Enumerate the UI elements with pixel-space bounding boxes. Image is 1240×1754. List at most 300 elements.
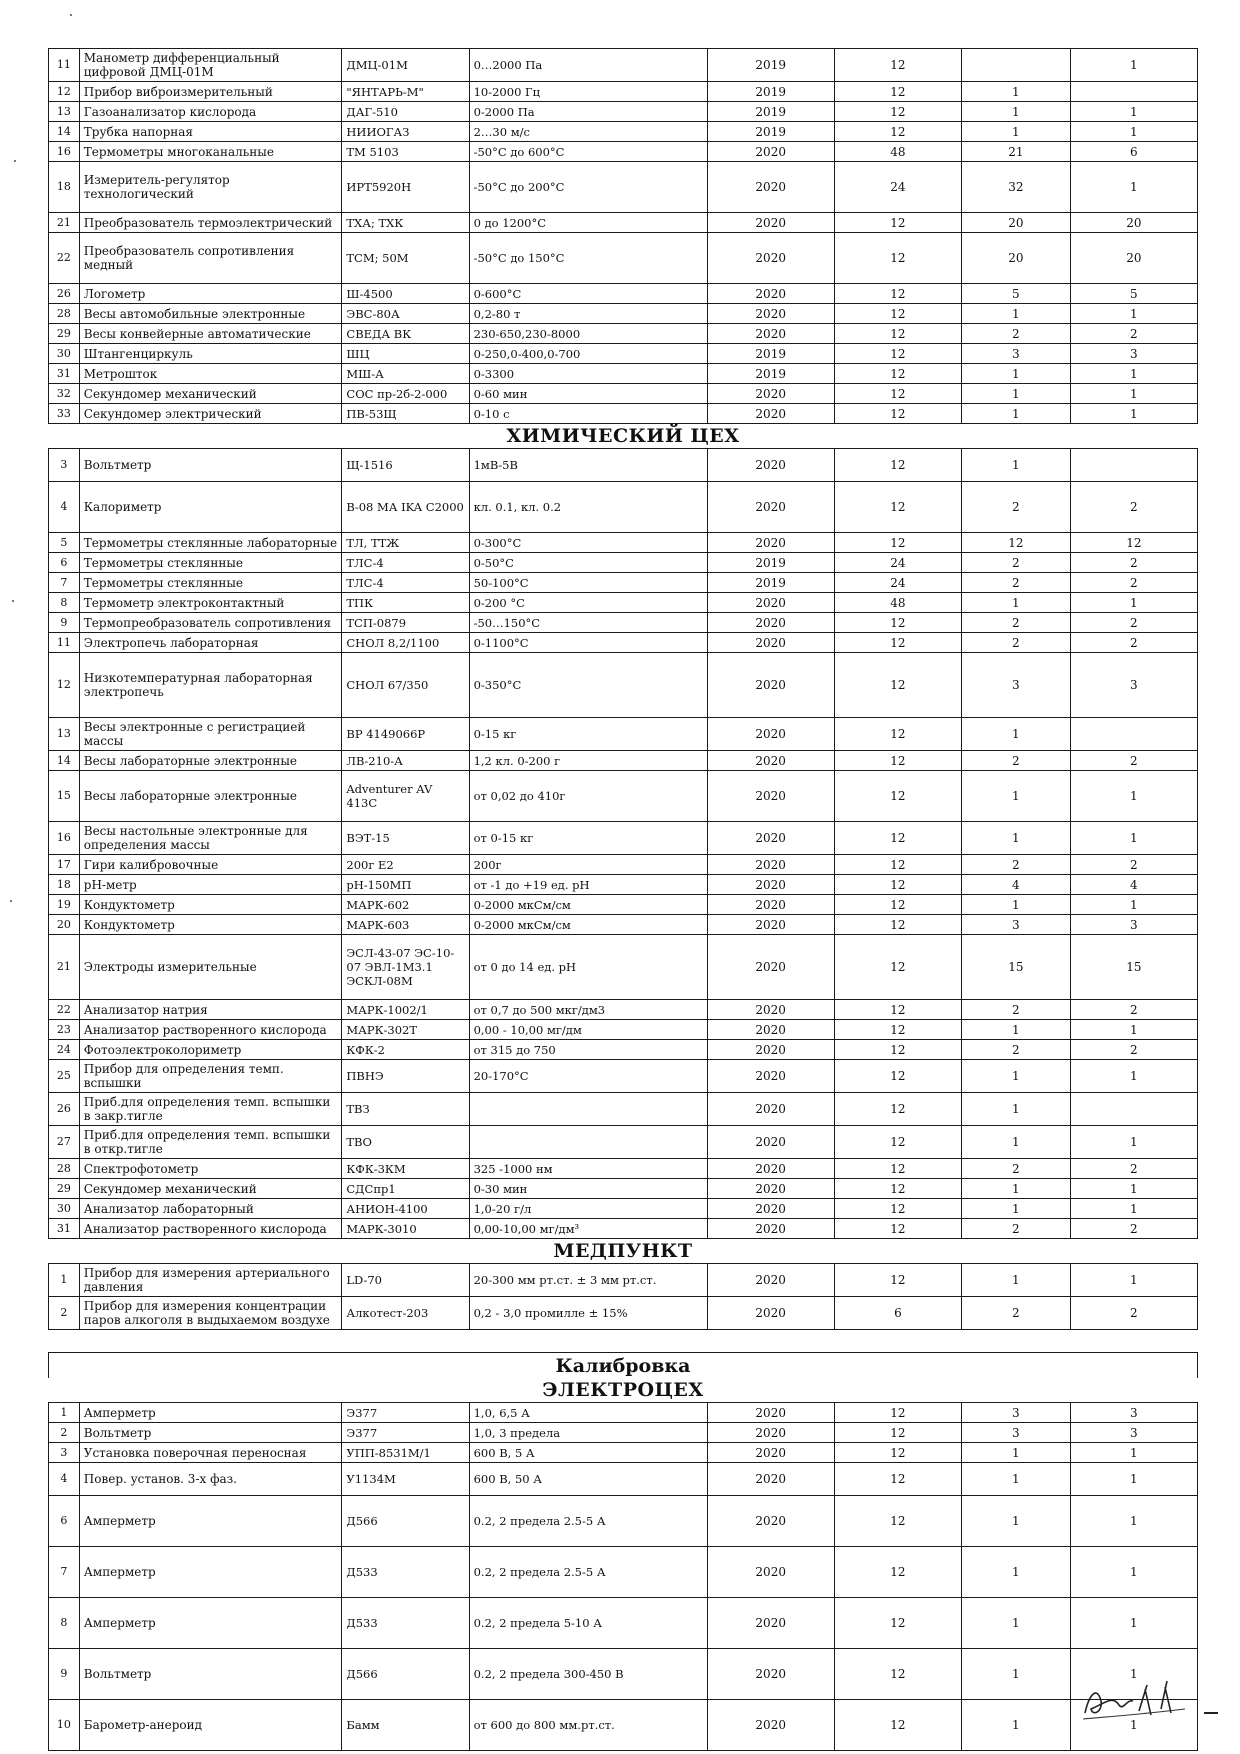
cell-year: 2020: [707, 1020, 834, 1040]
cell-period: 24: [834, 553, 961, 573]
cell-type: 200г Е2: [342, 855, 469, 875]
cell-qty: 1: [961, 593, 1070, 613]
cell-range: 0-250,0-400,0-700: [469, 344, 707, 364]
cell-name: Фотоэлектроколориметр: [79, 1040, 342, 1060]
cell-year: 2020: [707, 613, 834, 633]
cell-type: МАРК-602: [342, 895, 469, 915]
cell-extra: 2: [1070, 751, 1197, 771]
cell-name: Амперметр: [79, 1598, 342, 1649]
cell-year: 2020: [707, 1443, 834, 1463]
table-row: [49, 324, 1198, 344]
cell-range: 0-10 с: [469, 404, 707, 424]
table-row: [49, 1000, 1198, 1020]
cell-type: ТХА; ТХК: [342, 213, 469, 233]
cell-qty: 1: [961, 1199, 1070, 1219]
cell-range: -50°С до 150°С: [469, 233, 707, 284]
cell-type: ПВ-53Щ: [342, 404, 469, 424]
cell-range: кл. 0.1, кл. 0.2: [469, 482, 707, 533]
cell-year: 2020: [707, 233, 834, 284]
cell-period: 12: [834, 1199, 961, 1219]
cell-n: 13: [49, 718, 80, 751]
cell-name: Весы автомобильные электронные: [79, 304, 342, 324]
cell-year: 2020: [707, 1219, 834, 1239]
table-row: [49, 633, 1198, 653]
cell-extra: 2: [1070, 855, 1197, 875]
cell-period: 12: [834, 1403, 961, 1423]
table-row: [49, 384, 1198, 404]
cell-range: 0-600°С: [469, 284, 707, 304]
cell-n: 20: [49, 915, 80, 935]
cell-period: 6: [834, 1297, 961, 1330]
cell-year: 2019: [707, 553, 834, 573]
table-row: [49, 1297, 1198, 1330]
cell-name: Повер. установ. 3-х фаз.: [79, 1463, 342, 1496]
cell-range: 10-2000 Гц: [469, 82, 707, 102]
cell-range: 0-30 мин: [469, 1179, 707, 1199]
cell-name: Кондуктометр: [79, 895, 342, 915]
cell-name: Весы лабораторные электронные: [79, 751, 342, 771]
cell-range: 0-2000 мкСм/см: [469, 895, 707, 915]
cell-n: 31: [49, 1219, 80, 1239]
cell-extra: 1: [1070, 404, 1197, 424]
cell-range: 0-15 кг: [469, 718, 707, 751]
cell-extra: 1: [1070, 1199, 1197, 1219]
cell-qty: 1: [961, 895, 1070, 915]
cell-type: СНОЛ 8,2/1100: [342, 633, 469, 653]
cell-type: СВЕДА ВК: [342, 324, 469, 344]
cell-type: ТЛ, ТТЖ: [342, 533, 469, 553]
table-row: [49, 895, 1198, 915]
cell-qty: 15: [961, 935, 1070, 1000]
cell-n: 11: [49, 633, 80, 653]
scan-speck: [10, 900, 12, 902]
cell-qty: 1: [962, 1443, 1071, 1463]
cell-extra: [1070, 449, 1197, 482]
cell-range: 0 до 1200°С: [469, 213, 707, 233]
table-row: [49, 1159, 1198, 1179]
cell-period: 12: [834, 771, 961, 822]
cell-n: 7: [49, 573, 80, 593]
table-row: [49, 1199, 1198, 1219]
cell-year: 2019: [707, 122, 834, 142]
cell-extra: 2: [1070, 1000, 1197, 1020]
cell-extra: 1: [1070, 1020, 1197, 1040]
table-row: [49, 553, 1198, 573]
cell-range: 0-300°С: [469, 533, 707, 553]
cell-qty: 1: [961, 1126, 1070, 1159]
cell-type: ТЛС-4: [342, 553, 469, 573]
cell-range: [469, 1093, 707, 1126]
cell-year: 2020: [707, 1179, 834, 1199]
cell-type: LD-70: [342, 1264, 469, 1297]
cell-period: 24: [834, 573, 961, 593]
cell-qty: 5: [962, 284, 1071, 304]
cell-extra: 1: [1070, 1264, 1197, 1297]
cell-range: 20-170°С: [469, 1060, 707, 1093]
cell-period: 48: [834, 142, 961, 162]
cell-name: Установка поверочная переносная: [79, 1443, 342, 1463]
cell-n: 24: [49, 1040, 80, 1060]
cell-period: 12: [834, 284, 961, 304]
cell-year: 2020: [707, 404, 834, 424]
cell-n: 28: [49, 1159, 80, 1179]
cell-n: 16: [49, 822, 80, 855]
cell-extra: 1: [1070, 364, 1197, 384]
table-row: [49, 304, 1198, 324]
cell-period: 12: [834, 1496, 961, 1547]
cell-range: 0-2000 Па: [469, 102, 707, 122]
cell-year: 2020: [707, 593, 834, 613]
cell-name: Весы лабораторные электронные: [79, 771, 342, 822]
spacer: [48, 1330, 1208, 1352]
cell-period: 12: [834, 1126, 961, 1159]
cell-n: 22: [49, 1000, 80, 1020]
cell-year: 2020: [707, 1126, 834, 1159]
cell-range: 0-1100°С: [469, 633, 707, 653]
cell-year: 2020: [707, 162, 834, 213]
cell-year: 2019: [707, 102, 834, 122]
cell-extra: 2: [1070, 324, 1197, 344]
cell-period: 12: [834, 49, 961, 82]
table-row: [49, 233, 1198, 284]
cell-n: 29: [49, 1179, 80, 1199]
cell-n: 8: [49, 1598, 80, 1649]
table-row: [49, 1649, 1198, 1700]
cell-year: 2020: [707, 142, 834, 162]
cell-year: 2020: [707, 633, 834, 653]
cell-extra: 3: [1070, 344, 1197, 364]
cell-name: Приб.для определения темп. вспышки в откр.тигле: [79, 1126, 342, 1159]
cell-type: Щ-1516: [342, 449, 469, 482]
cell-type: ТСП-0879: [342, 613, 469, 633]
cell-n: 10: [49, 1700, 80, 1751]
cell-extra: 4: [1070, 875, 1197, 895]
cell-name: Термометры стеклянные лабораторные: [79, 533, 342, 553]
cell-period: 48: [834, 593, 961, 613]
cell-range: от 600 до 800 мм.рт.ст.: [469, 1700, 707, 1751]
cell-extra: 1: [1070, 1463, 1197, 1496]
table-row: [49, 162, 1198, 213]
cell-period: 12: [834, 533, 961, 553]
calibration-title: Калибровка: [48, 1352, 1198, 1378]
cell-range: 325 -1000 нм: [469, 1159, 707, 1179]
cell-range: 50-100°С: [469, 573, 707, 593]
cell-type: Д533: [342, 1598, 469, 1649]
cell-range: 0-3300: [469, 364, 707, 384]
cell-extra: 1: [1070, 122, 1197, 142]
cell-type: Ш-4500: [342, 284, 469, 304]
cell-year: 2020: [707, 771, 834, 822]
cell-name: Штангенциркуль: [79, 344, 342, 364]
cell-name: Прибор для измерения концентрации паров алкоголя в выдыхаемом воздухе: [79, 1297, 342, 1330]
cell-extra: 1: [1070, 384, 1197, 404]
cell-period: 12: [834, 613, 961, 633]
cell-extra: 2: [1070, 1219, 1197, 1239]
cell-n: 3: [49, 449, 80, 482]
cell-period: 12: [834, 822, 961, 855]
cell-period: 12: [834, 1598, 961, 1649]
cell-range: 1,0, 6,5 А: [469, 1403, 707, 1423]
instrument-table: [48, 1378, 1198, 1751]
cell-extra: 1: [1070, 593, 1197, 613]
cell-year: 2020: [707, 213, 834, 233]
cell-year: 2020: [707, 1423, 834, 1443]
cell-year: 2020: [707, 533, 834, 553]
page-edge-mark: [1204, 1712, 1218, 1714]
cell-n: 7: [49, 1547, 80, 1598]
cell-extra: 3: [1070, 1403, 1197, 1423]
cell-extra: 3: [1070, 915, 1197, 935]
cell-period: 12: [834, 102, 961, 122]
cell-type: ПВНЭ: [342, 1060, 469, 1093]
cell-year: 2020: [707, 935, 834, 1000]
cell-extra: 1: [1070, 102, 1197, 122]
table-row: [49, 1040, 1198, 1060]
cell-extra: 20: [1070, 213, 1197, 233]
cell-name: Секундомер механический: [79, 384, 342, 404]
cell-name: Преобразователь сопротивления медный: [79, 233, 342, 284]
cell-type: ТСМ; 50М: [342, 233, 469, 284]
cell-qty: 2: [961, 1219, 1070, 1239]
table-row: [49, 533, 1198, 553]
cell-name: Термопреобразователь сопротивления: [79, 613, 342, 633]
cell-range: от 0,02 до 410г: [469, 771, 707, 822]
cell-qty: 1: [961, 771, 1070, 822]
cell-period: 12: [834, 633, 961, 653]
cell-period: 12: [834, 482, 961, 533]
cell-n: 22: [49, 233, 80, 284]
cell-year: 2020: [707, 895, 834, 915]
table-row: [49, 284, 1198, 304]
cell-qty: 1: [962, 1463, 1071, 1496]
cell-type: СДСпр1: [342, 1179, 469, 1199]
table-row: [49, 1423, 1198, 1443]
cell-type: "ЯНТАРЬ-М": [342, 82, 469, 102]
cell-name: Весы конвейерные автоматические: [79, 324, 342, 344]
cell-name: Термометры многоканальные: [79, 142, 342, 162]
cell-period: 12: [834, 1423, 961, 1443]
cell-type: МАРК-3010: [342, 1219, 469, 1239]
cell-qty: 2: [961, 751, 1070, 771]
cell-n: 6: [49, 553, 80, 573]
cell-extra: 12: [1070, 533, 1197, 553]
cell-n: 5: [49, 533, 80, 553]
cell-extra: 3: [1070, 653, 1197, 718]
cell-period: 12: [834, 855, 961, 875]
cell-name: Амперметр: [79, 1496, 342, 1547]
cell-n: 23: [49, 1020, 80, 1040]
cell-name: Анализатор растворенного кислорода: [79, 1219, 342, 1239]
table-row: [49, 344, 1198, 364]
cell-range: 0.2, 2 предела 2.5-5 А: [469, 1496, 707, 1547]
cell-type: Э377: [342, 1423, 469, 1443]
cell-qty: 21: [962, 142, 1071, 162]
cell-n: 18: [49, 875, 80, 895]
cell-name: Вольтметр: [79, 449, 342, 482]
cell-name: Приб.для определения темп. вспышки в закр.тигле: [79, 1093, 342, 1126]
cell-year: 2020: [707, 304, 834, 324]
cell-name: Секундомер механический: [79, 1179, 342, 1199]
cell-qty: 1: [961, 1060, 1070, 1093]
cell-type: Д533: [342, 1547, 469, 1598]
cell-qty: 12: [961, 533, 1070, 553]
cell-type: МАРК-302Т: [342, 1020, 469, 1040]
cell-extra: 2: [1070, 633, 1197, 653]
cell-year: 2020: [707, 1159, 834, 1179]
cell-extra: 1: [1070, 162, 1197, 213]
cell-extra: 6: [1070, 142, 1197, 162]
cell-extra: 2: [1070, 1159, 1197, 1179]
table-row: [49, 122, 1198, 142]
cell-range: 0-2000 мкСм/см: [469, 915, 707, 935]
cell-extra: 1: [1070, 822, 1197, 855]
cell-year: 2020: [707, 1598, 834, 1649]
cell-period: 12: [834, 384, 961, 404]
cell-qty: 4: [961, 875, 1070, 895]
cell-period: 12: [834, 213, 961, 233]
cell-year: 2020: [707, 855, 834, 875]
signature-icon: [1075, 1665, 1195, 1725]
cell-qty: 2: [961, 1297, 1070, 1330]
cell-period: 12: [834, 1264, 961, 1297]
cell-type: ЭВС-80А: [342, 304, 469, 324]
cell-extra: 2: [1070, 1297, 1197, 1330]
cell-type: ТВЗ: [342, 1093, 469, 1126]
cell-name: Газоанализатор кислорода: [79, 102, 342, 122]
cell-period: 12: [834, 304, 961, 324]
cell-qty: 20: [962, 213, 1071, 233]
cell-qty: 1: [962, 1547, 1071, 1598]
cell-type: ВЭТ-15: [342, 822, 469, 855]
cell-type: ЭСЛ-43-07 ЭС-10-07 ЭВЛ-1М3.1 ЭСКЛ-08М: [342, 935, 469, 1000]
cell-period: 12: [834, 1700, 961, 1751]
cell-qty: 1: [962, 82, 1071, 102]
cell-n: 15: [49, 771, 80, 822]
cell-name: Спектрофотометр: [79, 1159, 342, 1179]
cell-period: 12: [834, 122, 961, 142]
cell-range: [469, 1126, 707, 1159]
instrument-table: [48, 48, 1198, 424]
table-row: [49, 102, 1198, 122]
cell-year: 2020: [707, 1199, 834, 1219]
cell-name: Вольтметр: [79, 1649, 342, 1700]
cell-type: рН-150МП: [342, 875, 469, 895]
cell-year: 2020: [707, 1297, 834, 1330]
cell-qty: 1: [961, 718, 1070, 751]
cell-n: 6: [49, 1496, 80, 1547]
cell-name: Весы электронные с регистрацией массы: [79, 718, 342, 751]
cell-year: 2020: [707, 384, 834, 404]
cell-name: Гири калибровочные: [79, 855, 342, 875]
cell-type: Алкотест-203: [342, 1297, 469, 1330]
cell-range: 600 В, 50 А: [469, 1463, 707, 1496]
cell-type: УПП-8531М/1: [342, 1443, 469, 1463]
cell-type: МАРК-603: [342, 915, 469, 935]
cell-n: 3: [49, 1443, 80, 1463]
cell-qty: 2: [961, 1000, 1070, 1020]
cell-n: 9: [49, 613, 80, 633]
cell-period: 12: [834, 1159, 961, 1179]
cell-name: Барометр-анероид: [79, 1700, 342, 1751]
cell-year: 2020: [707, 449, 834, 482]
cell-year: 2020: [707, 1000, 834, 1020]
cell-period: 12: [834, 653, 961, 718]
cell-extra: 2: [1070, 573, 1197, 593]
cell-n: 25: [49, 1060, 80, 1093]
cell-year: 2020: [707, 324, 834, 344]
table-row: [49, 1700, 1198, 1751]
cell-type: МШ-А: [342, 364, 469, 384]
cell-range: 1,2 кл. 0-200 г: [469, 751, 707, 771]
cell-period: 12: [834, 1219, 961, 1239]
cell-type: Бамм: [342, 1700, 469, 1751]
cell-qty: 3: [961, 653, 1070, 718]
cell-type: У1134М: [342, 1463, 469, 1496]
scan-speck: [14, 160, 16, 162]
cell-year: 2019: [707, 49, 834, 82]
cell-name: Метрошток: [79, 364, 342, 384]
cell-qty: 1: [962, 102, 1071, 122]
cell-n: 17: [49, 855, 80, 875]
cell-qty: 3: [962, 1423, 1071, 1443]
cell-n: 9: [49, 1649, 80, 1700]
cell-range: от 0,7 до 500 мкг/дм3: [469, 1000, 707, 1020]
table-row: [49, 1093, 1198, 1126]
cell-extra: 1: [1070, 771, 1197, 822]
cell-qty: 2: [961, 553, 1070, 573]
cell-range: 600 В, 5 А: [469, 1443, 707, 1463]
cell-year: 2020: [707, 1093, 834, 1126]
cell-period: 12: [834, 1649, 961, 1700]
cell-range: 200г: [469, 855, 707, 875]
cell-name: Анализатор растворенного кислорода: [79, 1020, 342, 1040]
cell-extra: [1070, 82, 1197, 102]
cell-n: 14: [49, 122, 80, 142]
cell-extra: 5: [1070, 284, 1197, 304]
table-row: [49, 1496, 1198, 1547]
cell-n: 12: [49, 653, 80, 718]
table-row: [49, 1219, 1198, 1239]
cell-name: Анализатор лабораторный: [79, 1199, 342, 1219]
table-row: [49, 1060, 1198, 1093]
cell-name: рН-метр: [79, 875, 342, 895]
cell-range: -50°С до 600°С: [469, 142, 707, 162]
cell-range: 0.2, 2 предела 2.5-5 А: [469, 1547, 707, 1598]
cell-type: СОС пр-2б-2-000: [342, 384, 469, 404]
cell-period: 12: [834, 364, 961, 384]
cell-name: Манометр дифференциальный цифровой ДМЦ-01М: [79, 49, 342, 82]
cell-year: 2020: [707, 822, 834, 855]
cell-type: КФК-2: [342, 1040, 469, 1060]
cell-range: 0-350°С: [469, 653, 707, 718]
cell-range: от 0-15 кг: [469, 822, 707, 855]
cell-type: АНИОН-4100: [342, 1199, 469, 1219]
cell-extra: 1: [1070, 1649, 1197, 1700]
cell-period: 12: [834, 404, 961, 424]
cell-extra: 3: [1070, 1423, 1197, 1443]
cell-n: 1: [49, 1403, 80, 1423]
cell-period: 12: [834, 718, 961, 751]
cell-range: 230-650,230-8000: [469, 324, 707, 344]
cell-qty: 32: [962, 162, 1071, 213]
cell-extra: 1: [1070, 1060, 1197, 1093]
cell-name: Логометр: [79, 284, 342, 304]
cell-period: 12: [834, 915, 961, 935]
cell-n: 19: [49, 895, 80, 915]
cell-n: 14: [49, 751, 80, 771]
table-row: [49, 653, 1198, 718]
cell-name: Термометры стеклянные: [79, 553, 342, 573]
